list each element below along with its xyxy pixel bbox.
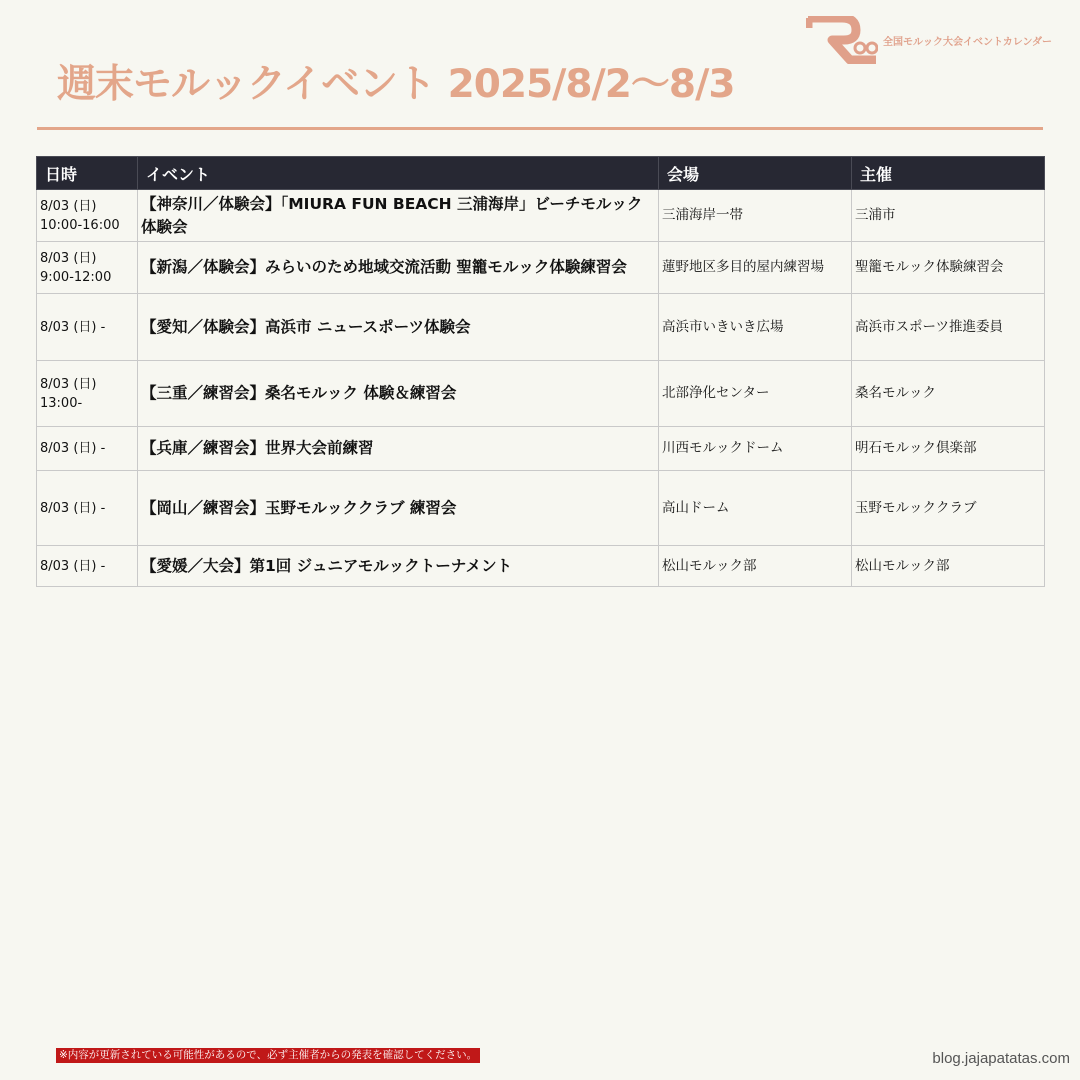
title-divider [37,127,1043,130]
event-title: 【三重／練習会】桑名モルック 体験＆練習会 [138,361,659,427]
table-row [37,427,1045,471]
event-host: 聖籠モルック体験練習会 [852,242,1045,294]
event-host: 高浜市スポーツ推進委員 [852,294,1045,361]
event-title: 【新潟／体験会】みらいのため地域交流活動 聖籠モルック体験練習会 [138,242,659,294]
table-row [37,546,1045,587]
event-venue: 松山モルック部 [659,546,852,587]
event-title: 【愛媛／大会】第1回 ジュニアモルックトーナメント [138,546,659,587]
event-title: 【岡山／練習会】玉野モルッククラブ 練習会 [138,471,659,546]
table-header-row [37,157,1045,190]
event-datetime: 8/03 (日) - [37,546,138,587]
page-title: 週末モルックイベント 2025/8/2～8/3 [57,62,735,107]
table-row [37,361,1045,427]
event-venue: 高浜市いきいき広場 [659,294,852,361]
event-venue: 三浦海岸一帯 [659,190,852,242]
event-datetime: 8/03 (日) 9:00-12:00 [37,242,138,294]
column-header-datetime: 日時 [37,157,138,190]
table-row [37,471,1045,546]
table-row [37,294,1045,361]
event-host: 明石モルック倶楽部 [852,427,1045,471]
disclaimer-notice: ※内容が更新されている可能性があるので、必ず主催者からの発表を確認してください。 [56,1048,480,1063]
event-datetime: 8/03 (日) - [37,294,138,361]
event-host: 玉野モルッククラブ [852,471,1045,546]
logo-mark-icon [806,16,878,64]
event-datetime: 8/03 (日) 10:00-16:00 [37,190,138,242]
site-logo [806,16,1070,64]
event-venue: 北部浄化センター [659,361,852,427]
event-venue: 高山ドーム [659,471,852,546]
event-venue: 川西モルックドーム [659,427,852,471]
event-title: 【愛知／体験会】高浜市 ニュースポーツ体験会 [138,294,659,361]
event-title: 【神奈川／体験会】「MIURA FUN BEACH 三浦海岸」ビーチモルック体験会 [138,190,659,242]
event-datetime: 8/03 (日) - [37,427,138,471]
event-host: 桑名モルック [852,361,1045,427]
column-header-venue: 会場 [659,157,852,190]
logo-tagline: 全国モルック大会イベントカレンダー [883,37,1053,48]
event-title: 【兵庫／練習会】世界大会前練習 [138,427,659,471]
event-host: 三浦市 [852,190,1045,242]
table-row [37,190,1045,242]
event-venue: 蓮野地区多目的屋内練習場 [659,242,852,294]
event-table [36,156,1045,587]
column-header-host: 主催 [852,157,1045,190]
event-host: 松山モルック部 [852,546,1045,587]
column-header-event: イベント [138,157,659,190]
table-row [37,242,1045,294]
site-url: blog.jajapatatas.com [932,1050,1070,1067]
event-datetime: 8/03 (日) 13:00- [37,361,138,427]
event-datetime: 8/03 (日) - [37,471,138,546]
